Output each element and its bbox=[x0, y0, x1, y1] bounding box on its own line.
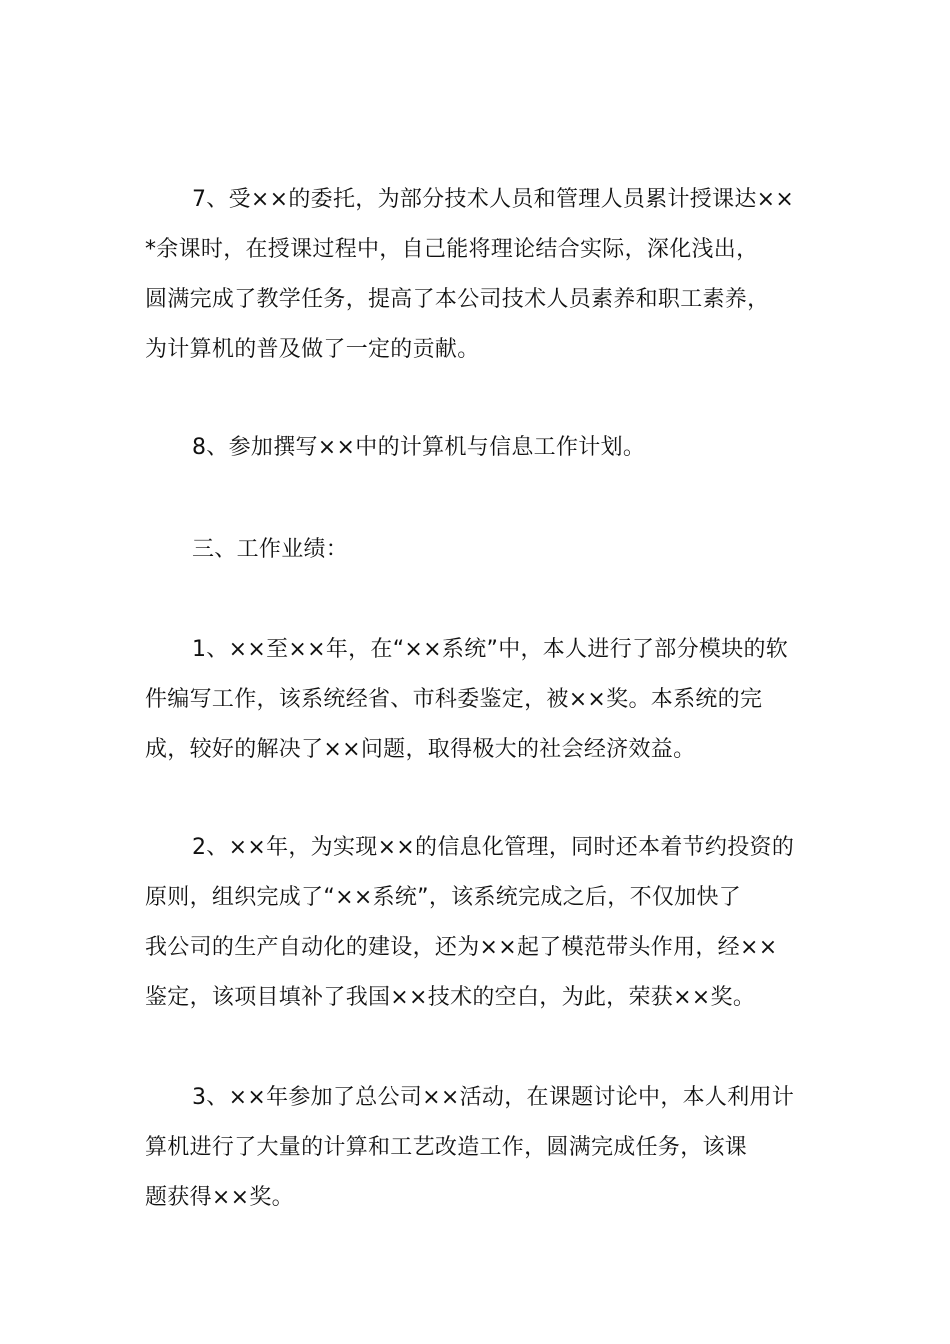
achievement-2-line-1: 2、××年，为实现××的信息化管理，同时还本着节约投资的 bbox=[192, 835, 795, 860]
achievement-3-line-3: 题获得××奖。 bbox=[145, 1185, 294, 1210]
paragraph-7-line-3: 圆满完成了教学任务，提高了本公司技术人员素养和职工素养， bbox=[145, 287, 770, 312]
achievement-1-line-2: 件编写工作，该系统经省、市科委鉴定，被××奖。本系统的完 bbox=[145, 687, 763, 712]
achievement-1-line-1: 1、××至××年，在“××系统”中，本人进行了部分模块的软 bbox=[192, 637, 789, 662]
achievement-2-line-2: 原则，组织完成了“××系统”，该系统完成之后，不仅加快了 bbox=[145, 885, 742, 910]
paragraph-7-line-4: 为计算机的普及做了一定的贡献。 bbox=[145, 337, 480, 362]
paragraph-7-line-2: *余课时，在授课过程中，自己能将理论结合实际，深化浅出， bbox=[145, 237, 759, 262]
achievement-2-line-3: 我公司的生产自动化的建设，还为××起了模范带头作用，经×× bbox=[145, 935, 778, 960]
achievement-3-line-2: 算机进行了大量的计算和工艺改造工作，圆满完成任务，该课 bbox=[145, 1135, 748, 1160]
paragraph-7-line-1: 7、受××的委托，为部分技术人员和管理人员累计授课达×× bbox=[192, 187, 795, 212]
achievement-1-line-3: 成，较好的解决了××问题，取得极大的社会经济效益。 bbox=[145, 737, 696, 762]
achievement-2-line-4: 鉴定，该项目填补了我国××技术的空白，为此，荣获××奖。 bbox=[145, 985, 756, 1010]
achievement-3-line-1: 3、××年参加了总公司××活动，在课题讨论中，本人利用计 bbox=[192, 1085, 795, 1110]
section-heading-work-achievements: 三、工作业绩： bbox=[192, 537, 349, 562]
paragraph-8-line-1: 8、参加撰写××中的计算机与信息工作计划。 bbox=[192, 435, 646, 460]
